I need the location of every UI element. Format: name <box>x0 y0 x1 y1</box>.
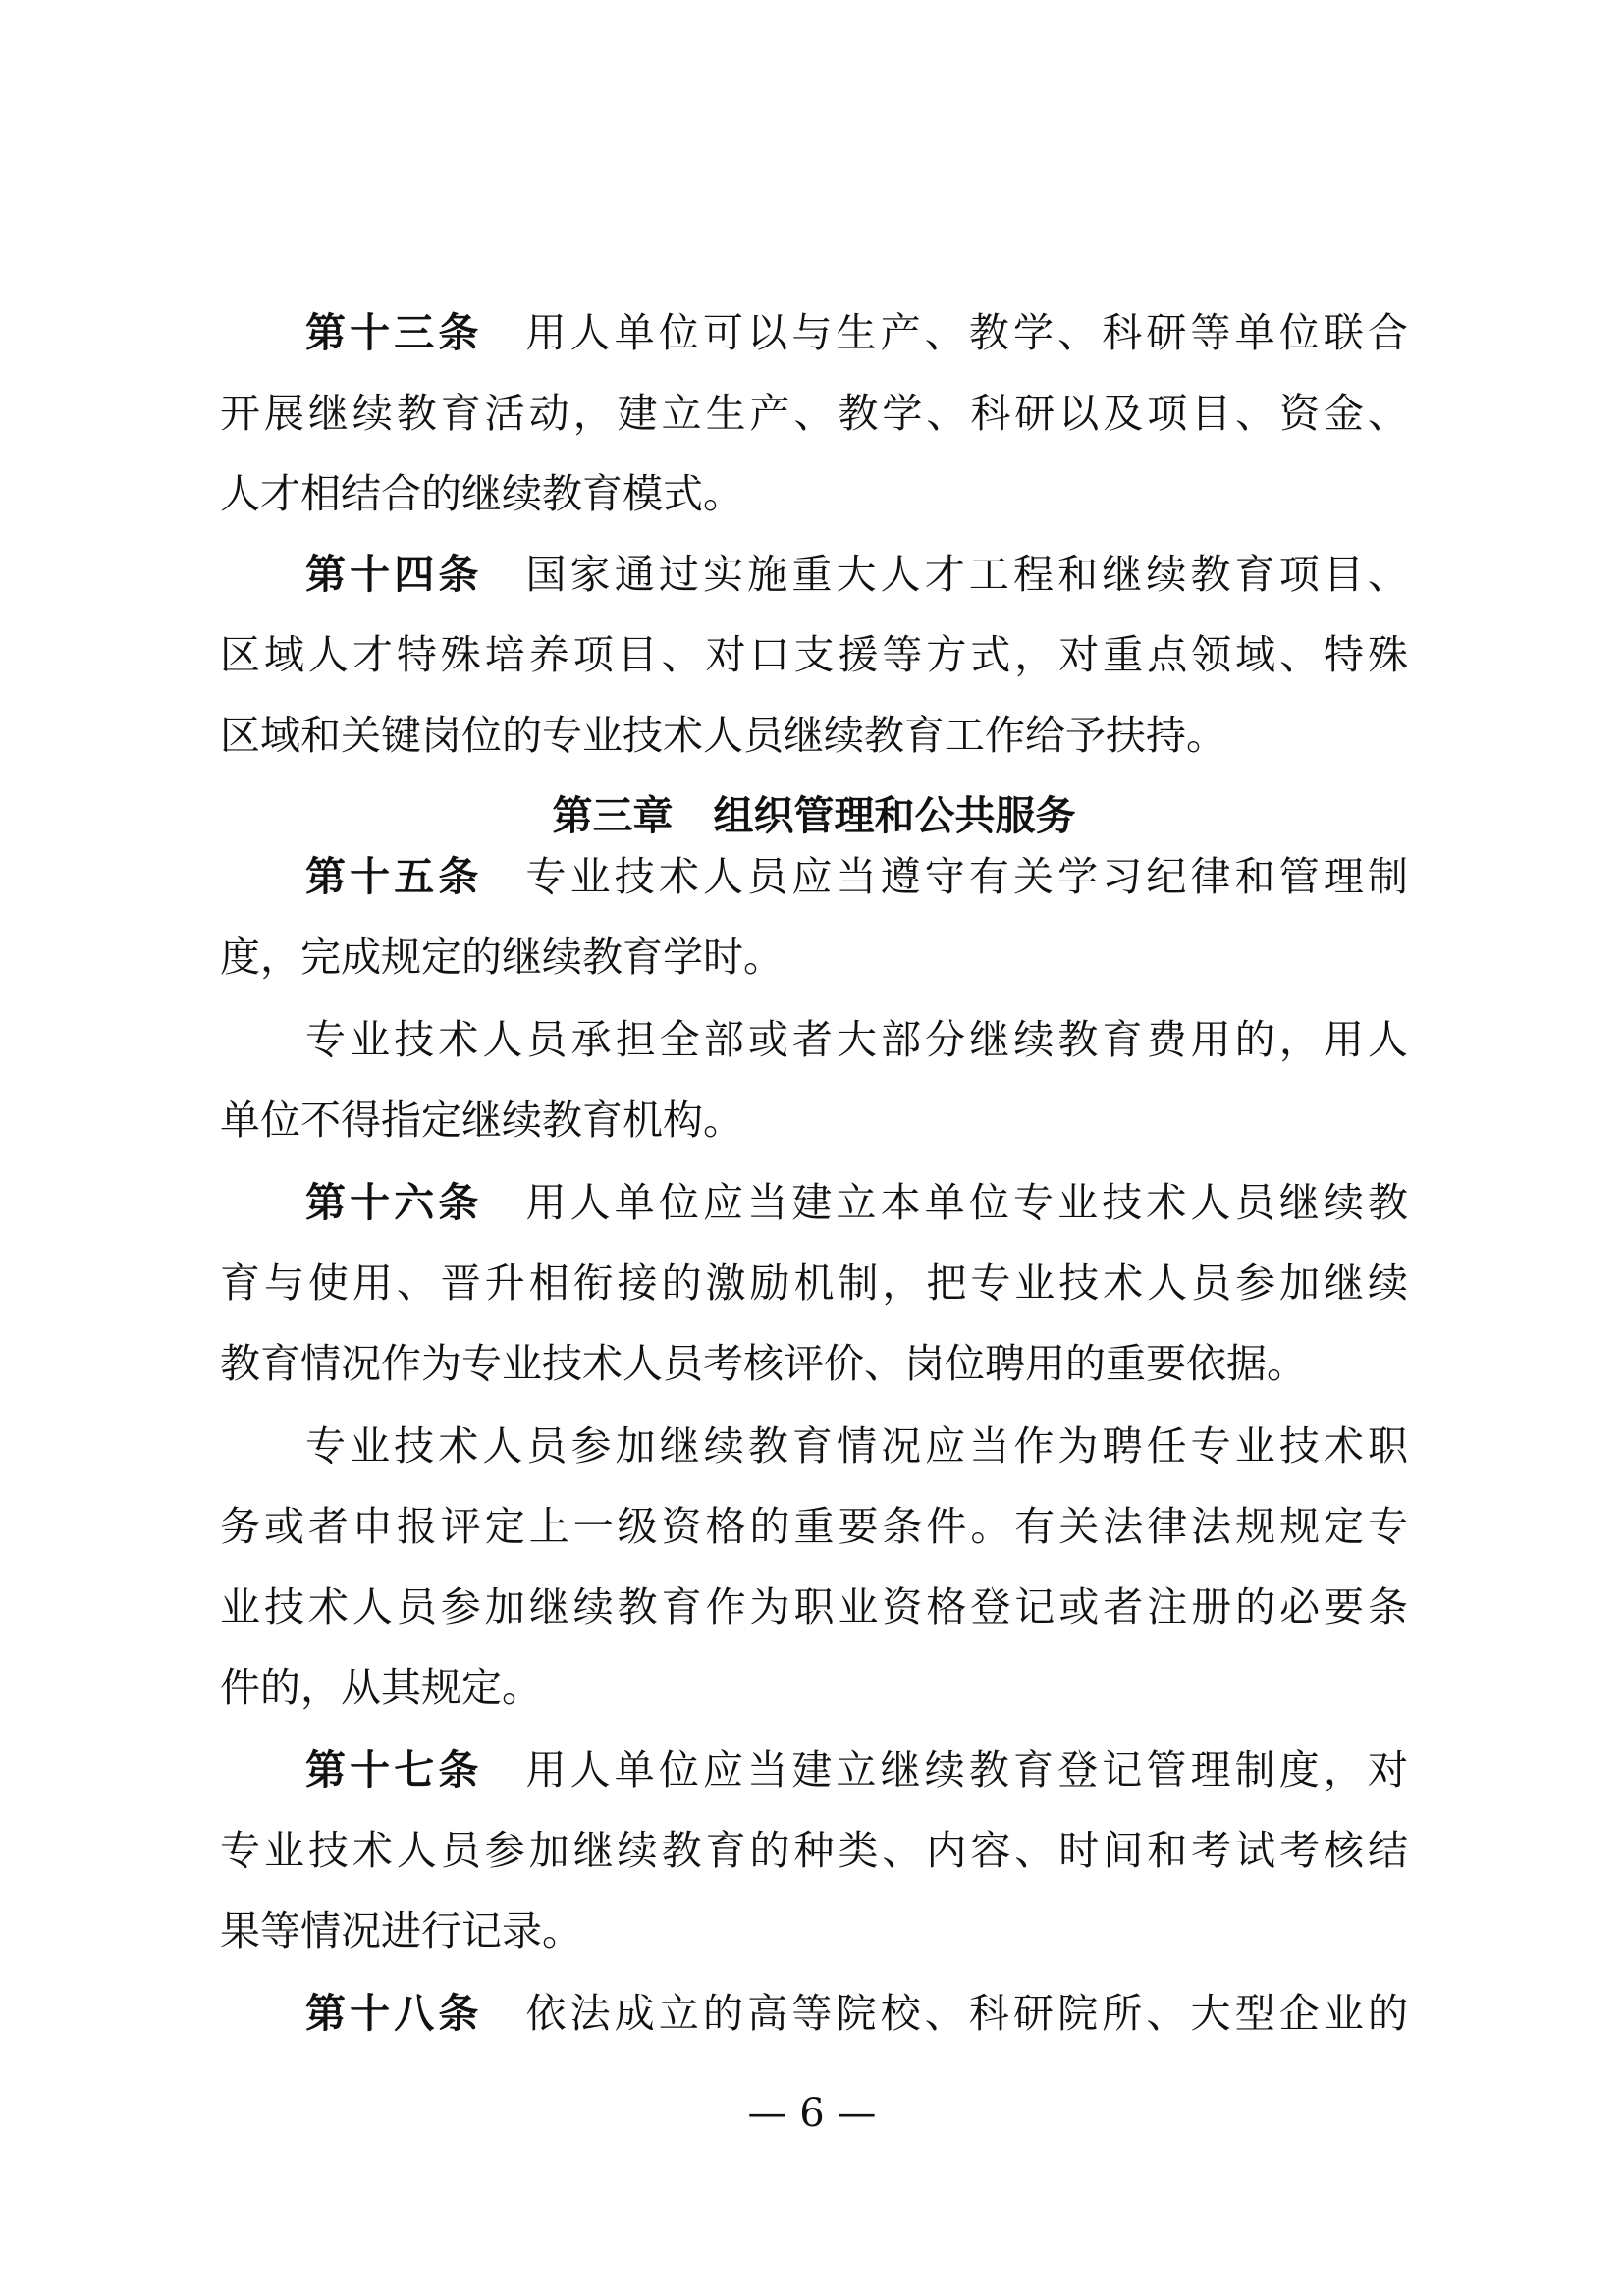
article-15-heading: 第十五条 <box>305 853 483 900</box>
article-16-line-2: 育与使用、晋升相衔接的激励机制，把专业技术人员参加继续 <box>220 1259 1408 1307</box>
article-13-line-2: 开展继续教育活动，建立生产、教学、科研以及项目、资金、 <box>220 390 1408 437</box>
article-17-heading: 第十七条 <box>305 1746 483 1793</box>
article-16-line-3: 教育情况作为专业技术人员考核评价、岗位聘用的重要依据。 <box>220 1340 1307 1387</box>
article-13-line-1 <box>305 293 1408 373</box>
paragraph-qualification-line-1: 专业技术人员参加继续教育情况应当作为聘任专业技术职 <box>305 1422 1408 1469</box>
article-13-heading: 第十三条 <box>305 309 483 356</box>
article-14-line-1 <box>305 534 1408 614</box>
article-13-line-3: 人才相结合的继续教育模式。 <box>220 470 743 517</box>
paragraph-qualification-line-3: 业技术人员参加继续教育作为职业资格登记或者注册的必要条 <box>220 1583 1408 1630</box>
article-18-text: 依法成立的高等院校、科研院所、大型企业的 <box>525 1990 1409 2037</box>
paragraph-fee-line-1: 专业技术人员承担全部或者大部分继续教育费用的，用人 <box>305 1016 1408 1063</box>
article-15-line-1 <box>305 836 1408 917</box>
chapter-heading: 第三章 组织管理和公共服务 <box>552 792 1076 839</box>
article-18-line-1 <box>305 1973 1408 2054</box>
article-18-heading: 第十八条 <box>305 1990 483 2037</box>
article-16-heading: 第十六条 <box>305 1179 483 1226</box>
paragraph-qualification-line-4: 件的，从其规定。 <box>220 1664 542 1711</box>
article-14-line-2: 区域人才特殊培养项目、对口支援等方式，对重点领域、特殊 <box>220 631 1408 678</box>
paragraph-qualification-line-2: 务或者申报评定上一级资格的重要条件。有关法律法规规定专 <box>220 1503 1408 1550</box>
article-14-text: 国家通过实施重大人才工程和继续教育项目、 <box>525 551 1409 598</box>
article-15-text: 专业技术人员应当遵守有关学习纪律和管理制 <box>525 853 1409 900</box>
article-17-line-3: 果等情况进行记录。 <box>220 1907 582 1954</box>
article-17-line-1 <box>305 1730 1408 1810</box>
article-13-text: 用人单位可以与生产、教学、科研等单位联合 <box>525 309 1409 356</box>
article-14-heading: 第十四条 <box>305 551 483 598</box>
article-16-line-1 <box>305 1162 1408 1243</box>
article-16-text: 用人单位应当建立本单位专业技术人员继续教 <box>525 1179 1409 1226</box>
article-17-line-2: 专业技术人员参加继续教育的种类、内容、时间和考试考核结 <box>220 1827 1408 1874</box>
page-number: — 6 — <box>747 2091 877 2136</box>
article-17-text: 用人单位应当建立继续教育登记管理制度，对 <box>525 1746 1409 1793</box>
paragraph-fee-line-2: 单位不得指定继续教育机构。 <box>220 1096 743 1144</box>
article-15-line-2: 度，完成规定的继续教育学时。 <box>220 934 784 981</box>
article-14-line-3: 区域和关键岗位的专业技术人员继续教育工作给予扶持。 <box>220 712 1226 759</box>
